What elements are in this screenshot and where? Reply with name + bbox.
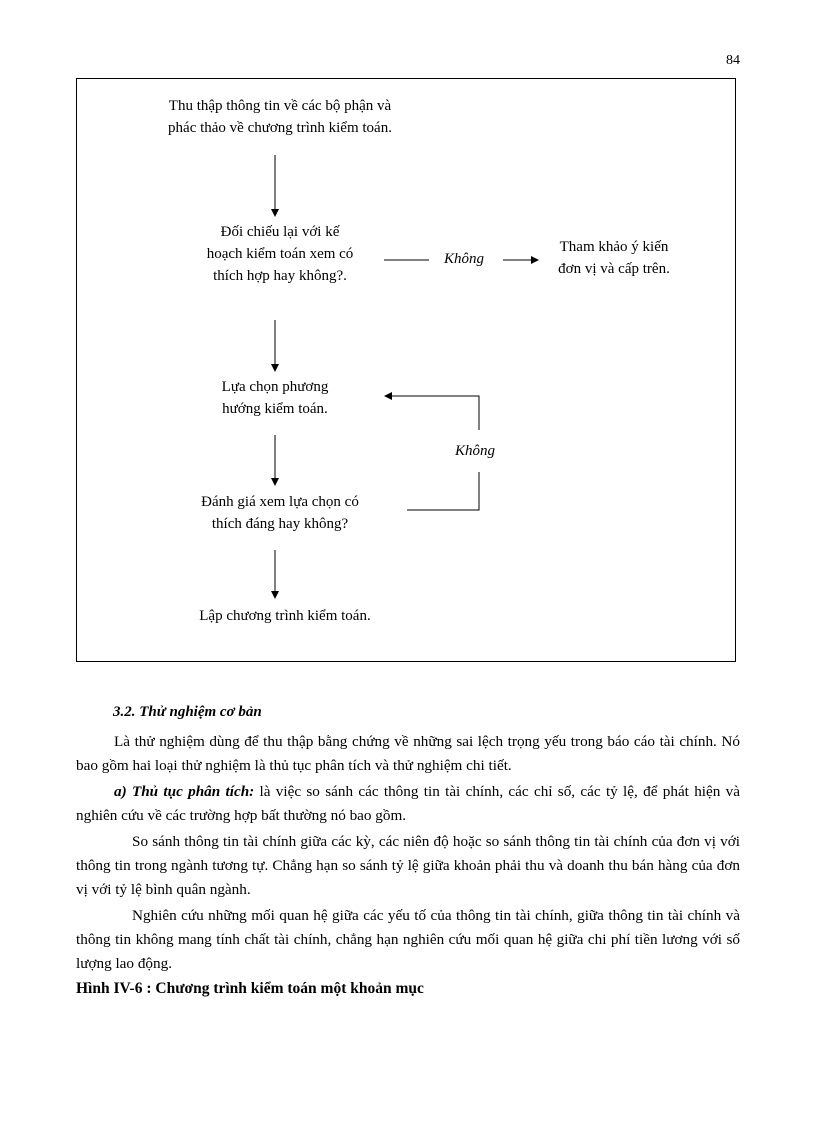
page-number: 84	[726, 53, 740, 68]
flow-step-compare	[180, 221, 380, 287]
no-label-2: Không	[454, 443, 495, 459]
relationship-paragraph: Nghiên cứu những mối quan hệ giữa các yếu tố của thông tin tài chính, giữa thông tin tài chính và thông tin không mang tính chất tài chính, chẳng hạn nghiên cứu mối quan hệ giữa chi phí tiền lương với số lượng lao động.	[76, 907, 740, 972]
subsection-label: a) Thủ tục phân tích:	[114, 783, 255, 800]
intro-paragraph: Là thử nghiệm dùng để thu thập bằng chứng về những sai lệch trọng yếu trong báo cáo tài chính. Nó bao gồm hai loại thử nghiệm là thủ tục phân tích và thử nghiệm chi tiết.	[76, 733, 740, 774]
comparison-paragraph: So sánh thông tin tài chính giữa các kỳ, các niên độ hoặc so sánh thông tin tài chính của đơn vị với thông tin trong ngành tương tự. Chẳng hạn so sánh tỷ lệ giữa khoản phải thu và doanh thu bán hàng của đơn vị với tỷ lệ bình quân ngành.	[76, 833, 740, 898]
analytical-procedure-paragraph	[76, 780, 740, 828]
flow-text-line: hoạch kiểm toán xem có	[206, 246, 354, 262]
flow-text-line: Đối chiếu lại với kế	[220, 224, 340, 240]
flow-text-line: thích hợp hay không?.	[213, 268, 347, 284]
no-label-1: Không	[443, 251, 484, 267]
flow-text-line: Tham khảo ý kiến	[559, 239, 669, 255]
flow-text-line: phác thảo về chương trình kiểm toán.	[168, 120, 392, 136]
subsection-text: là việc so sánh các thông tin tài chính, các chỉ số, các tỷ lệ, để phát hiện và nghiên cứu về các trường hợp bất thường nó bao gồm.	[76, 783, 740, 824]
flow-text-line: Lựa chọn phương	[221, 379, 329, 395]
loop-arrow-upper	[385, 396, 479, 430]
flow-step-program: Lập chương trình kiểm toán.	[199, 608, 371, 624]
section-heading: 3.2. Thử nghiệm cơ bản	[113, 704, 262, 720]
flow-side-consult	[540, 236, 688, 280]
flow-step-choose	[185, 376, 365, 420]
flow-text-line: thích đáng hay không?	[211, 516, 349, 532]
flow-text-line: đơn vị và cấp trên.	[558, 261, 670, 277]
figure-caption: Hình IV-6 : Chương trình kiểm toán một khoản mục	[76, 980, 424, 997]
flow-text-line: hướng kiểm toán.	[222, 401, 328, 417]
flow-step-collect	[130, 95, 430, 139]
flow-step-evaluate	[180, 491, 380, 535]
loop-line-lower	[407, 472, 479, 510]
flow-text-line: Đánh giá xem lựa chọn có	[201, 494, 359, 510]
flow-text-line: Thu thập thông tin về các bộ phận và	[168, 98, 392, 114]
